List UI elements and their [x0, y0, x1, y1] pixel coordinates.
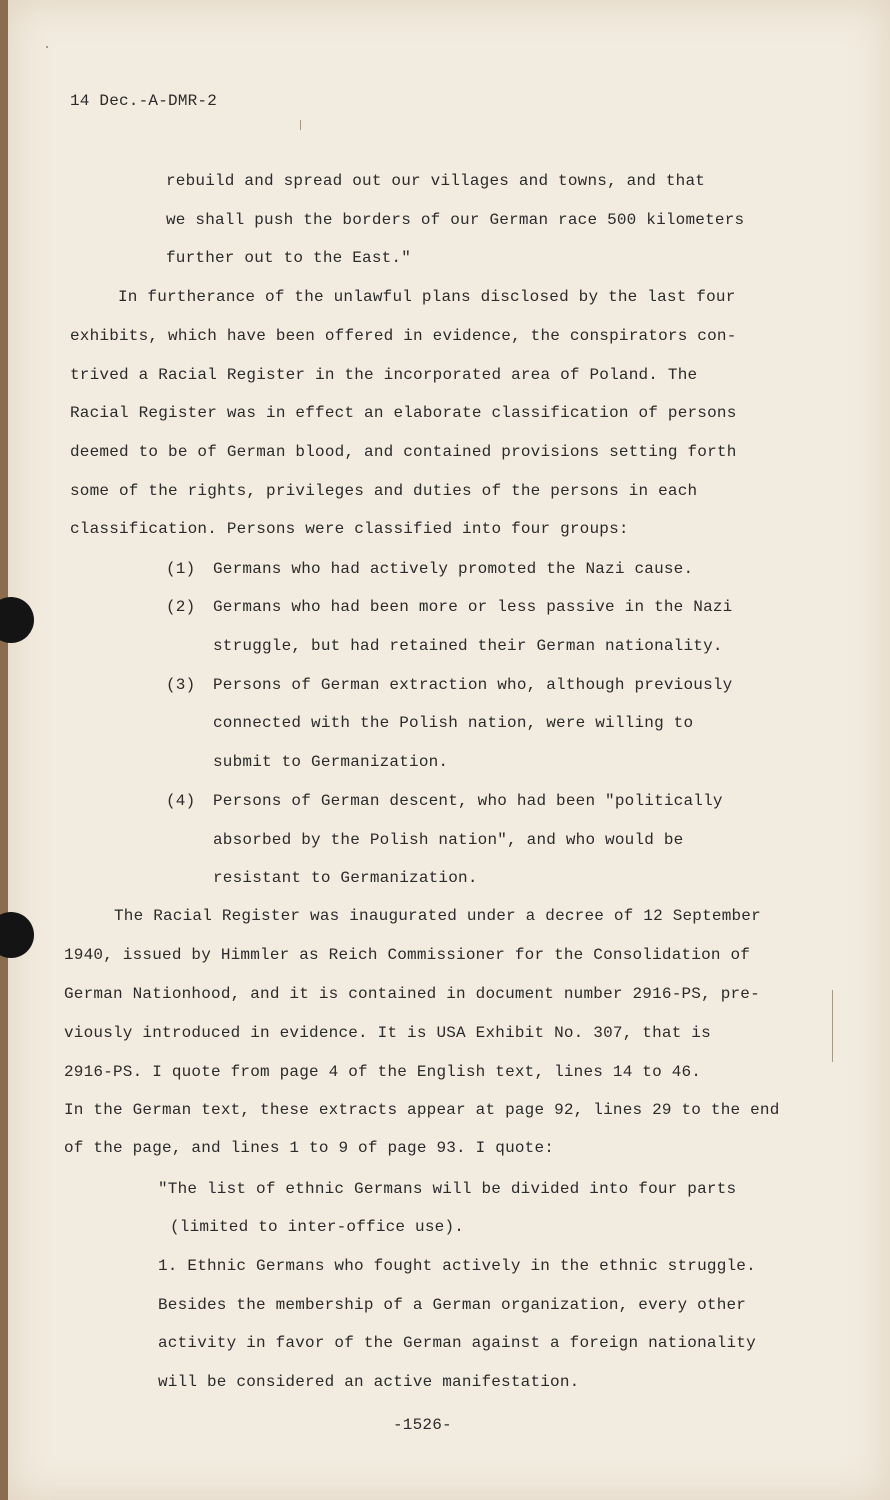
binder-hole — [0, 597, 34, 643]
paper-speck — [46, 46, 48, 48]
list-number: (2) — [166, 598, 196, 616]
text-line: Racial Register was in effect an elaborate classification of persons — [70, 404, 737, 422]
text-line: 2916-PS. I quote from page 4 of the English text, lines 14 to 46. — [64, 1063, 702, 1081]
text-line: Germans who had been more or less passive in the Nazi — [213, 598, 733, 616]
text-line: Persons of German descent, who had been "politically — [213, 792, 723, 810]
page-number: -1526- — [393, 1416, 452, 1434]
text-line: resistant to Germanization. — [213, 869, 478, 887]
margin-line — [832, 990, 833, 1062]
text-line: exhibits, which have been offered in evidence, the conspirators con- — [70, 327, 737, 345]
binder-hole — [0, 912, 34, 958]
text-line: absorbed by the Polish nation", and who would be — [213, 831, 684, 849]
text-line: connected with the Polish nation, were willing to — [213, 714, 694, 732]
text-line: further out to the East." — [166, 249, 412, 267]
text-line: submit to Germanization. — [213, 753, 449, 771]
text-line: of the page, and lines 1 to 9 of page 93. I quote: — [64, 1139, 555, 1157]
text-line: some of the rights, privileges and duties of the persons in each — [70, 482, 698, 500]
quote-line: activity in favor of the German against a foreign nationality — [158, 1334, 756, 1352]
text-line: Germans who had actively promoted the Nazi cause. — [213, 560, 694, 578]
paper-mark — [300, 120, 301, 130]
text-line: rebuild and spread out our villages and towns, and that — [166, 172, 706, 190]
text-line: classification. Persons were classified into four groups: — [70, 520, 629, 538]
quote-line: will be considered an active manifestation. — [158, 1373, 580, 1391]
text-line: The Racial Register was inaugurated under a decree of 12 September — [114, 907, 761, 925]
text-line: German Nationhood, and it is contained in document number 2916-PS, pre- — [64, 985, 760, 1003]
quote-line: "The list of ethnic Germans will be divided into four parts — [158, 1180, 737, 1198]
text-line: we shall push the borders of our German race 500 kilometers — [166, 211, 745, 229]
quote-line: 1. Ethnic Germans who fought actively in the ethnic struggle. — [158, 1257, 756, 1275]
text-line: trived a Racial Register in the incorporated area of Poland. The — [70, 366, 698, 384]
list-number: (3) — [166, 676, 196, 694]
list-number: (4) — [166, 792, 196, 810]
text-line: In the German text, these extracts appear at page 92, lines 29 to the end — [64, 1101, 780, 1119]
quote-line: Besides the membership of a German organization, every other — [158, 1296, 747, 1314]
text-line: struggle, but had retained their German nationality. — [213, 637, 723, 655]
list-number: (1) — [166, 560, 196, 578]
text-line: Persons of German extraction who, although previously — [213, 676, 733, 694]
text-line: 1940, issued by Himmler as Reich Commissioner for the Consolidation of — [64, 946, 751, 964]
text-line: deemed to be of German blood, and contained provisions setting forth — [70, 443, 737, 461]
page-header: 14 Dec.-A-DMR-2 — [70, 92, 218, 110]
quote-line: (limited to inter-office use). — [170, 1218, 465, 1236]
text-line: viously introduced in evidence. It is USA Exhibit No. 307, that is — [64, 1024, 711, 1042]
text-line: In furtherance of the unlawful plans disclosed by the last four — [118, 288, 736, 306]
document-page — [8, 0, 890, 1500]
